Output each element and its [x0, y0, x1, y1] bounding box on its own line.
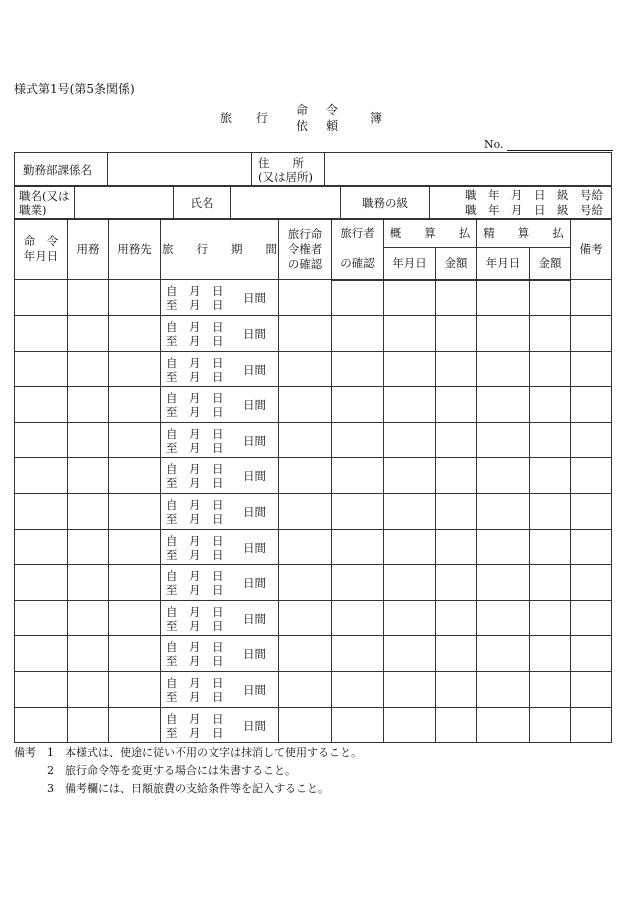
row-estimate-date[interactable]: [384, 422, 436, 458]
row-estimate-date[interactable]: [384, 707, 436, 743]
row-period[interactable]: [161, 672, 279, 708]
row-estimate-amount[interactable]: [436, 494, 477, 530]
job-label: 職名(又は職業): [15, 186, 75, 220]
grade-label: 職務の級: [341, 186, 430, 220]
row-settlement-date[interactable]: [477, 494, 530, 530]
period-days: 日間: [243, 433, 266, 448]
title-request-b: 頼: [326, 119, 339, 133]
row-period[interactable]: [161, 600, 279, 636]
row-remarks[interactable]: [571, 707, 612, 743]
period-days: 日間: [243, 362, 266, 377]
period-to: 至 月 日: [166, 512, 224, 527]
row-remarks[interactable]: [571, 636, 612, 672]
address-label-line2: (又は居所): [258, 169, 313, 184]
row-settlement-date[interactable]: [477, 351, 530, 387]
row-settlement-amount[interactable]: [530, 422, 571, 458]
row-remarks[interactable]: [571, 422, 612, 458]
col-authority-confirm: 旅行命 令権者 の確認: [279, 219, 332, 280]
row-period[interactable]: [161, 422, 279, 458]
col-period: 旅 行 期 間: [161, 219, 279, 280]
row-destination[interactable]: [109, 707, 161, 743]
number-blank[interactable]: [507, 139, 613, 151]
col-business: 用務: [68, 219, 109, 280]
title-char-2: 行: [256, 111, 269, 125]
table-row: [15, 458, 612, 494]
row-business[interactable]: [68, 280, 109, 316]
row-destination[interactable]: [109, 458, 161, 494]
row-traveler-confirm[interactable]: [332, 529, 384, 565]
row-destination[interactable]: [109, 529, 161, 565]
table-row: [15, 707, 612, 743]
row-destination[interactable]: [109, 387, 161, 423]
table-row: [15, 565, 612, 601]
col-estimate-amount: 金額: [436, 248, 477, 280]
row-authority-confirm[interactable]: [279, 672, 332, 708]
row-estimate-amount[interactable]: [436, 280, 477, 316]
col-settlement: 精 算 払: [477, 219, 571, 248]
row-traveler-confirm[interactable]: [332, 600, 384, 636]
row-traveler-confirm[interactable]: [332, 565, 384, 601]
period-to: 至 月 日: [166, 405, 224, 420]
row-remarks[interactable]: [571, 387, 612, 423]
row-settlement-date[interactable]: [477, 672, 530, 708]
col-estimate: 概 算 払: [384, 219, 477, 248]
row-authority-confirm[interactable]: [279, 351, 332, 387]
row-remarks[interactable]: [571, 529, 612, 565]
name-field[interactable]: [231, 186, 341, 220]
row-period[interactable]: [161, 565, 279, 601]
period-days: 日間: [243, 647, 266, 662]
row-settlement-amount[interactable]: [530, 672, 571, 708]
row-estimate-amount[interactable]: [436, 636, 477, 672]
row-order-date[interactable]: [15, 316, 68, 352]
period-from: 自 月 日: [166, 391, 224, 406]
row-order-date[interactable]: [15, 387, 68, 423]
row-remarks[interactable]: [571, 672, 612, 708]
row-settlement-date[interactable]: [477, 707, 530, 743]
row-remarks[interactable]: [571, 494, 612, 530]
row-authority-confirm[interactable]: [279, 636, 332, 672]
row-settlement-amount[interactable]: [530, 565, 571, 601]
grade-line-1: 職 年 月 日 級 号給: [465, 187, 603, 202]
period-days: 日間: [243, 469, 266, 484]
row-order-date[interactable]: [15, 280, 68, 316]
row-estimate-amount[interactable]: [436, 600, 477, 636]
row-authority-confirm[interactable]: [279, 494, 332, 530]
table-row: [15, 600, 612, 636]
row-traveler-confirm[interactable]: [332, 351, 384, 387]
row-estimate-amount[interactable]: [436, 529, 477, 565]
row-settlement-amount[interactable]: [530, 351, 571, 387]
row-period[interactable]: [161, 707, 279, 743]
col-estimate-date: 年月日: [384, 248, 436, 280]
row-destination[interactable]: [109, 565, 161, 601]
row-settlement-date[interactable]: [477, 422, 530, 458]
address-label: [252, 153, 325, 187]
period-from: 自 月 日: [166, 676, 224, 691]
document-title: [218, 101, 398, 135]
row-business[interactable]: [68, 351, 109, 387]
row-estimate-amount[interactable]: [436, 458, 477, 494]
number-label: No.: [484, 138, 504, 151]
title-char-1: 旅: [220, 111, 233, 125]
row-period[interactable]: [161, 351, 279, 387]
period-days: 日間: [243, 540, 266, 555]
row-period[interactable]: [161, 458, 279, 494]
table-row: [15, 529, 612, 565]
row-estimate-date[interactable]: [384, 529, 436, 565]
row-remarks[interactable]: [571, 280, 612, 316]
row-business[interactable]: [68, 494, 109, 530]
period-days: 日間: [243, 576, 266, 591]
period-days: 日間: [243, 505, 266, 520]
period-to: 至 月 日: [166, 690, 224, 705]
period-from: 自 月 日: [166, 462, 224, 477]
period-to: 至 月 日: [166, 618, 224, 633]
period-from: 自 月 日: [166, 355, 224, 370]
title-char-3: 簿: [370, 111, 383, 125]
row-traveler-confirm[interactable]: [332, 707, 384, 743]
period-to: 至 月 日: [166, 654, 224, 669]
row-estimate-date[interactable]: [384, 636, 436, 672]
row-period[interactable]: [161, 387, 279, 423]
row-traveler-confirm[interactable]: [332, 458, 384, 494]
period-to: 至 月 日: [166, 334, 224, 349]
period-from: 自 月 日: [166, 604, 224, 619]
row-settlement-amount[interactable]: [530, 280, 571, 316]
row-settlement-amount[interactable]: [530, 636, 571, 672]
row-authority-confirm[interactable]: [279, 458, 332, 494]
row-traveler-confirm[interactable]: [332, 387, 384, 423]
row-authority-confirm[interactable]: [279, 422, 332, 458]
row-settlement-date[interactable]: [477, 565, 530, 601]
row-traveler-confirm[interactable]: [332, 636, 384, 672]
row-traveler-confirm[interactable]: [332, 280, 384, 316]
title-order-a: 命: [296, 103, 309, 117]
row-estimate-amount[interactable]: [436, 707, 477, 743]
row-period[interactable]: [161, 636, 279, 672]
address-label-line1: 住 所: [258, 155, 304, 170]
row-order-date[interactable]: [15, 636, 68, 672]
header-table-2: [14, 185, 612, 220]
period-to: 至 月 日: [166, 476, 224, 491]
col-destination: 用務先: [109, 219, 161, 280]
period-from: 自 月 日: [166, 284, 224, 298]
row-settlement-amount[interactable]: [530, 600, 571, 636]
col-settlement-date: 年月日: [477, 248, 530, 280]
period-to: 至 月 日: [166, 440, 224, 455]
title-request-a: 依: [296, 119, 309, 133]
row-business[interactable]: [68, 458, 109, 494]
row-period[interactable]: [161, 529, 279, 565]
row-order-date[interactable]: [15, 565, 68, 601]
row-business[interactable]: [68, 387, 109, 423]
row-business[interactable]: [68, 636, 109, 672]
form-number: 様式第1号(第5条関係): [14, 82, 135, 96]
row-order-date[interactable]: [15, 672, 68, 708]
address-field[interactable]: [325, 153, 612, 187]
table-row: [15, 387, 612, 423]
row-business[interactable]: [68, 672, 109, 708]
table-row: [15, 672, 612, 708]
row-remarks[interactable]: [571, 458, 612, 494]
row-business[interactable]: [68, 316, 109, 352]
period-to: 至 月 日: [166, 547, 224, 562]
note-2: 2 旅行命令等を変更する場合には朱書すること。: [14, 764, 296, 777]
row-order-date[interactable]: [15, 422, 68, 458]
row-settlement-amount[interactable]: [530, 529, 571, 565]
row-traveler-confirm[interactable]: [332, 316, 384, 352]
row-period[interactable]: [161, 316, 279, 352]
col-traveler-confirm-top: 旅行者: [332, 219, 384, 248]
row-destination[interactable]: [109, 280, 161, 316]
row-order-date[interactable]: [15, 494, 68, 530]
col-order-date: 命 令 年月日: [15, 219, 68, 280]
row-order-date[interactable]: [15, 529, 68, 565]
row-estimate-date[interactable]: [384, 600, 436, 636]
row-destination[interactable]: [109, 600, 161, 636]
period-from: 自 月 日: [166, 533, 224, 548]
grade-line-2: 職 年 月 日 級 号給: [465, 202, 603, 217]
table-row: [15, 280, 612, 316]
table-row: [15, 422, 612, 458]
row-settlement-date[interactable]: [477, 458, 530, 494]
row-estimate-amount[interactable]: [436, 672, 477, 708]
job-field[interactable]: [75, 186, 174, 220]
row-estimate-date[interactable]: [384, 387, 436, 423]
col-settlement-amount: 金額: [530, 248, 571, 280]
department-label: 勤務部課係名: [15, 153, 108, 187]
row-business[interactable]: [68, 529, 109, 565]
col-traveler-confirm-bottom: の確認: [332, 248, 384, 280]
row-order-date[interactable]: [15, 458, 68, 494]
row-order-date[interactable]: [15, 707, 68, 743]
row-remarks[interactable]: [571, 600, 612, 636]
row-business[interactable]: [68, 565, 109, 601]
row-settlement-amount[interactable]: [530, 458, 571, 494]
period-days: 日間: [243, 611, 266, 626]
row-settlement-date[interactable]: [477, 600, 530, 636]
row-authority-confirm[interactable]: [279, 280, 332, 316]
title-order-b: 令: [326, 103, 339, 117]
row-estimate-date[interactable]: [384, 458, 436, 494]
grade-field[interactable]: [430, 186, 612, 220]
row-estimate-amount[interactable]: [436, 387, 477, 423]
period-days: 日間: [243, 718, 266, 733]
table-row: [15, 636, 612, 672]
row-settlement-date[interactable]: [477, 280, 530, 316]
period-from: 自 月 日: [166, 640, 224, 655]
row-traveler-confirm[interactable]: [332, 422, 384, 458]
row-destination[interactable]: [109, 316, 161, 352]
row-destination[interactable]: [109, 351, 161, 387]
row-remarks[interactable]: [571, 565, 612, 601]
table-row: [15, 351, 612, 387]
period-to: 至 月 日: [166, 298, 224, 312]
row-period[interactable]: [161, 494, 279, 530]
row-estimate-amount[interactable]: [436, 422, 477, 458]
row-settlement-amount[interactable]: [530, 494, 571, 530]
row-estimate-amount[interactable]: [436, 351, 477, 387]
period-days: 日間: [243, 327, 266, 342]
row-destination[interactable]: [109, 422, 161, 458]
header-table-1: [14, 152, 612, 187]
row-order-date[interactable]: [15, 600, 68, 636]
row-authority-confirm[interactable]: [279, 387, 332, 423]
row-estimate-amount[interactable]: [436, 316, 477, 352]
period-to: 至 月 日: [166, 725, 224, 740]
row-period[interactable]: [161, 280, 279, 316]
period-from: 自 月 日: [166, 498, 224, 513]
row-authority-confirm[interactable]: [279, 316, 332, 352]
period-to: 至 月 日: [166, 583, 224, 598]
number-field: [484, 138, 613, 151]
row-order-date[interactable]: [15, 351, 68, 387]
row-destination[interactable]: [109, 636, 161, 672]
row-settlement-date[interactable]: [477, 529, 530, 565]
row-estimate-date[interactable]: [384, 280, 436, 316]
row-traveler-confirm[interactable]: [332, 494, 384, 530]
period-from: 自 月 日: [166, 569, 224, 584]
period-days: 日間: [243, 291, 266, 305]
row-estimate-date[interactable]: [384, 672, 436, 708]
row-authority-confirm[interactable]: [279, 600, 332, 636]
row-settlement-date[interactable]: [477, 387, 530, 423]
period-from: 自 月 日: [166, 711, 224, 726]
table-row: [15, 494, 612, 530]
row-estimate-date[interactable]: [384, 316, 436, 352]
row-settlement-date[interactable]: [477, 316, 530, 352]
period-to: 至 月 日: [166, 369, 224, 384]
row-estimate-date[interactable]: [384, 494, 436, 530]
period-days: 日間: [243, 683, 266, 698]
row-authority-confirm[interactable]: [279, 565, 332, 601]
row-destination[interactable]: [109, 672, 161, 708]
remarks-notes: [14, 744, 362, 798]
row-authority-confirm[interactable]: [279, 529, 332, 565]
period-from: 自 月 日: [166, 320, 224, 335]
row-remarks[interactable]: [571, 316, 612, 352]
row-estimate-date[interactable]: [384, 565, 436, 601]
period-days: 日間: [243, 398, 266, 413]
row-business[interactable]: [68, 422, 109, 458]
row-authority-confirm[interactable]: [279, 707, 332, 743]
table-row: [15, 316, 612, 352]
row-settlement-date[interactable]: [477, 636, 530, 672]
row-business[interactable]: [68, 707, 109, 743]
ledger-table: [14, 218, 612, 743]
row-estimate-amount[interactable]: [436, 565, 477, 601]
row-estimate-date[interactable]: [384, 351, 436, 387]
row-settlement-amount[interactable]: [530, 316, 571, 352]
row-settlement-amount[interactable]: [530, 387, 571, 423]
name-label: 氏名: [174, 186, 231, 220]
note-1: 備考 1 本様式は、使途に従い不用の文字は抹消して使用すること。: [14, 746, 362, 759]
row-settlement-amount[interactable]: [530, 707, 571, 743]
note-3: 3 備考欄には、日額旅費の支給条件等を記入すること。: [14, 782, 329, 795]
row-destination[interactable]: [109, 494, 161, 530]
department-field[interactable]: [108, 153, 252, 187]
row-business[interactable]: [68, 600, 109, 636]
period-from: 自 月 日: [166, 426, 224, 441]
row-traveler-confirm[interactable]: [332, 672, 384, 708]
row-remarks[interactable]: [571, 351, 612, 387]
col-remarks: 備考: [571, 219, 612, 280]
